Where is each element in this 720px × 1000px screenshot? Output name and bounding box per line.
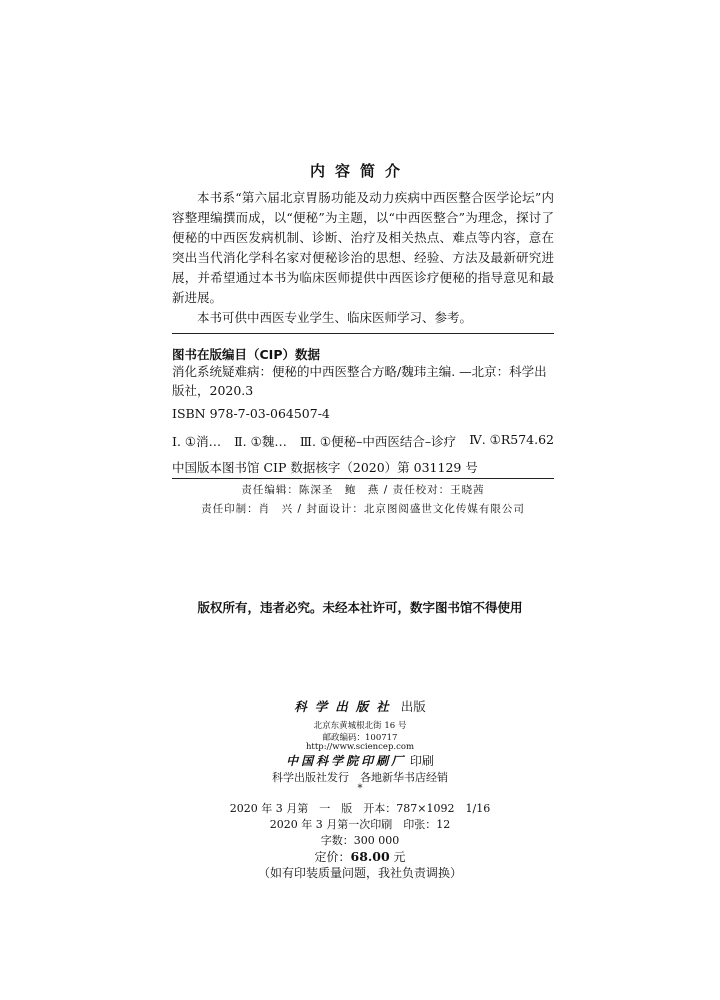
publisher-name: 科学出版社 [294, 699, 397, 714]
cip-class-1: Ⅰ. ①消… [172, 434, 222, 449]
cip-top-rule [172, 333, 554, 334]
cip-class-3: Ⅲ. ①便秘–中西医结合–诊疗 [299, 434, 457, 449]
credits-line-1: 责任编辑：陈深圣 鲍 燕 / 责任校对：王晓茜 [241, 484, 485, 496]
introduction [172, 188, 554, 328]
cip-core-data: 中国版本图书馆 CIP 数据核字（2020）第 031129 号 [172, 460, 478, 475]
intro-paragraph-1: 本书系“第六届北京胃肠功能及动力疾病中西医整合医学论坛”内容整理编撰而成，以“便秘”为主题，以“中西医整合”为理念，探讨了便秘的中西医发病机制、诊断、治疗及相关热点、难点等内容，意在突出当代消化学科名家对便秘诊治的思想、经验、方法及最新研究进展，并希望通过本书为临床医师提供中西医诊疗便秘的指导意见和最新进展。 [172, 190, 554, 305]
price-label: 定价： [314, 850, 351, 864]
copyright-notice: 版权所有，违者必究。未经本社许可，数字图书馆不得使用 [197, 600, 523, 615]
price-value: 68.00 [350, 849, 390, 864]
cip-isbn: ISBN 978-7-03-064507-4 [172, 406, 330, 421]
printer-name: 中国科学院印刷厂 [286, 754, 407, 768]
publisher-website: http://www.sciencep.com [305, 742, 415, 752]
credits-line-2: 责任印制：肖 兴 / 封面设计：北京图阅盛世文化传媒有限公司 [201, 503, 525, 515]
cip-class-2: Ⅱ. ①魏… [234, 434, 287, 449]
publisher-suffix: 出版 [400, 699, 426, 714]
cip-class-4: Ⅳ. ①R574.62 [469, 432, 554, 447]
cip-title-line: 消化系统疑难病：便秘的中西医整合方略/魏玮主编. —北京：科学出版社，2020.3 [172, 364, 547, 398]
intro-paragraph-2: 本书可供中西医专业学生、临床医师学习、参考。 [197, 310, 473, 325]
word-count: 字数：300 000 [320, 834, 400, 847]
publisher-address: 北京东黄城根北街 16 号 [313, 721, 407, 731]
cip-heading: 图书在版编目（CIP）数据 [172, 347, 320, 362]
page-title: 内容简介 [309, 162, 410, 180]
edition-line-1: 2020 年 3 月第 一 版 开本：787×1092 1/16 [229, 802, 491, 815]
cip-bottom-rule [172, 478, 554, 479]
printer-line [0, 752, 720, 769]
publisher-line [0, 697, 720, 715]
price-line [0, 848, 720, 865]
distribution-line: 科学出版社发行 各地新华书店经销 [272, 771, 448, 784]
cip-classification [172, 432, 554, 450]
price-unit: 元 [393, 850, 406, 864]
edition-line-2: 2020 年 3 月第一次印刷 印张：12 [269, 818, 451, 831]
printer-suffix: 印刷 [409, 754, 434, 768]
quality-notice: （如有印装质量问题，我社负责调换） [257, 866, 462, 880]
separator-star: * [357, 783, 363, 794]
publisher-postcode: 邮政编码：100717 [322, 733, 398, 743]
